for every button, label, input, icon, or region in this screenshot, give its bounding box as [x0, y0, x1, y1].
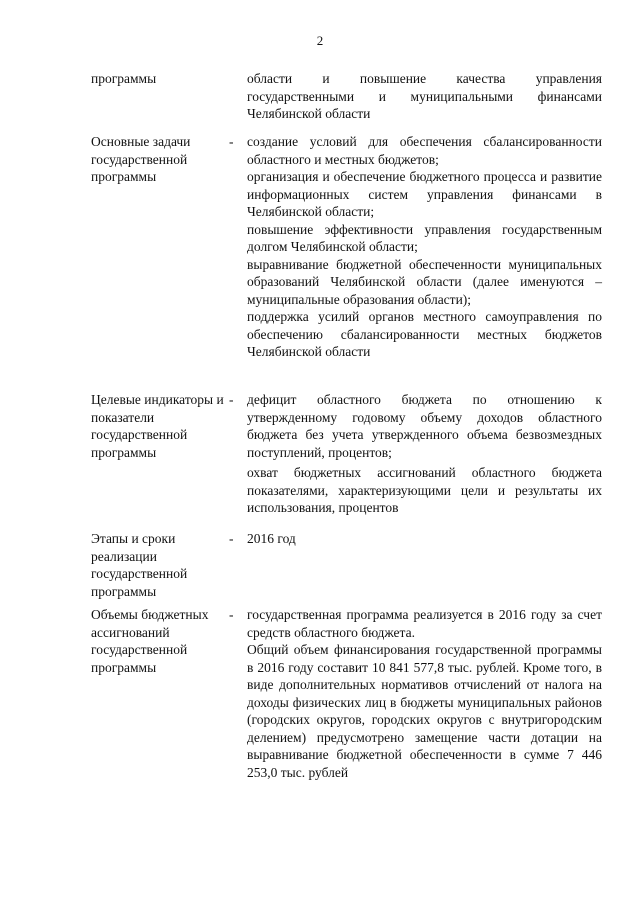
content-paragraph: охват бюджетных ассигнований областного бюджета показателями, характеризующими цели и результаты их использования, процентов [247, 465, 602, 515]
row-label: Объемы бюджетных ассигнований государственной программы [91, 607, 209, 675]
content-paragraph: области и повышение качества управления государственными и муниципальными финансами Челябинской области [247, 71, 602, 121]
content-paragraph: организация и обеспечение бюджетного процесса и развитие информационных систем управления финансами в Челябинской области; [247, 169, 602, 219]
content-paragraph: 2016 год [247, 531, 296, 546]
row-label: программы [91, 71, 157, 86]
row-label: Основные задачи государственной программы [91, 134, 191, 184]
content-paragraph: Общий объем финансирования государственной программы в 2016 году составит 10 841 577,8 тыс. рублей. Кроме того, в виде дополнительных нормативов отчислений от налога на доходы физических лиц в бюджеты муниципальных районов (городских округов, городских округов с внутригородским делением) предусмотрено замещение части дотации на выравнивание бюджетной обеспеченности в сумме 7 446 253,0 тыс. рублей [247, 642, 602, 780]
row-content [247, 391, 602, 517]
row-dash: - [229, 134, 234, 149]
row-dash: - [229, 531, 234, 546]
content-paragraph: повышение эффективности управления государственным долгом Челябинской области; [247, 221, 602, 254]
row-dash: - [229, 392, 234, 407]
row-label: Целевые индикаторы и показатели государственной программы [91, 392, 224, 460]
content-paragraph: государственная программа реализуется в 2016 году за счет средств областного бюджета. [247, 607, 602, 640]
row-content [247, 606, 602, 781]
row-label: Этапы и сроки реализации государственной программы [91, 531, 188, 599]
content-paragraph: поддержка усилий органов местного самоуправления по обеспечению сбалансированности местных бюджетов Челябинской области [247, 309, 602, 359]
row-content [247, 70, 602, 123]
page-number: 2 [316, 33, 324, 48]
content-paragraph: дефицит областного бюджета по отношению к утвержденному годовому объему доходов областного бюджета без учета утвержденного объема безвозмездных поступлений, процентов; [247, 392, 602, 460]
content-paragraph: выравнивание бюджетной обеспеченности муниципальных образований Челябинской области (далее именуются – муниципальные образования области); [247, 256, 602, 307]
row-dash: - [229, 607, 234, 622]
row-content [247, 133, 602, 361]
row-content [247, 530, 602, 548]
content-paragraph: создание условий для обеспечения сбалансированности областного и местных бюджетов; [247, 134, 602, 167]
